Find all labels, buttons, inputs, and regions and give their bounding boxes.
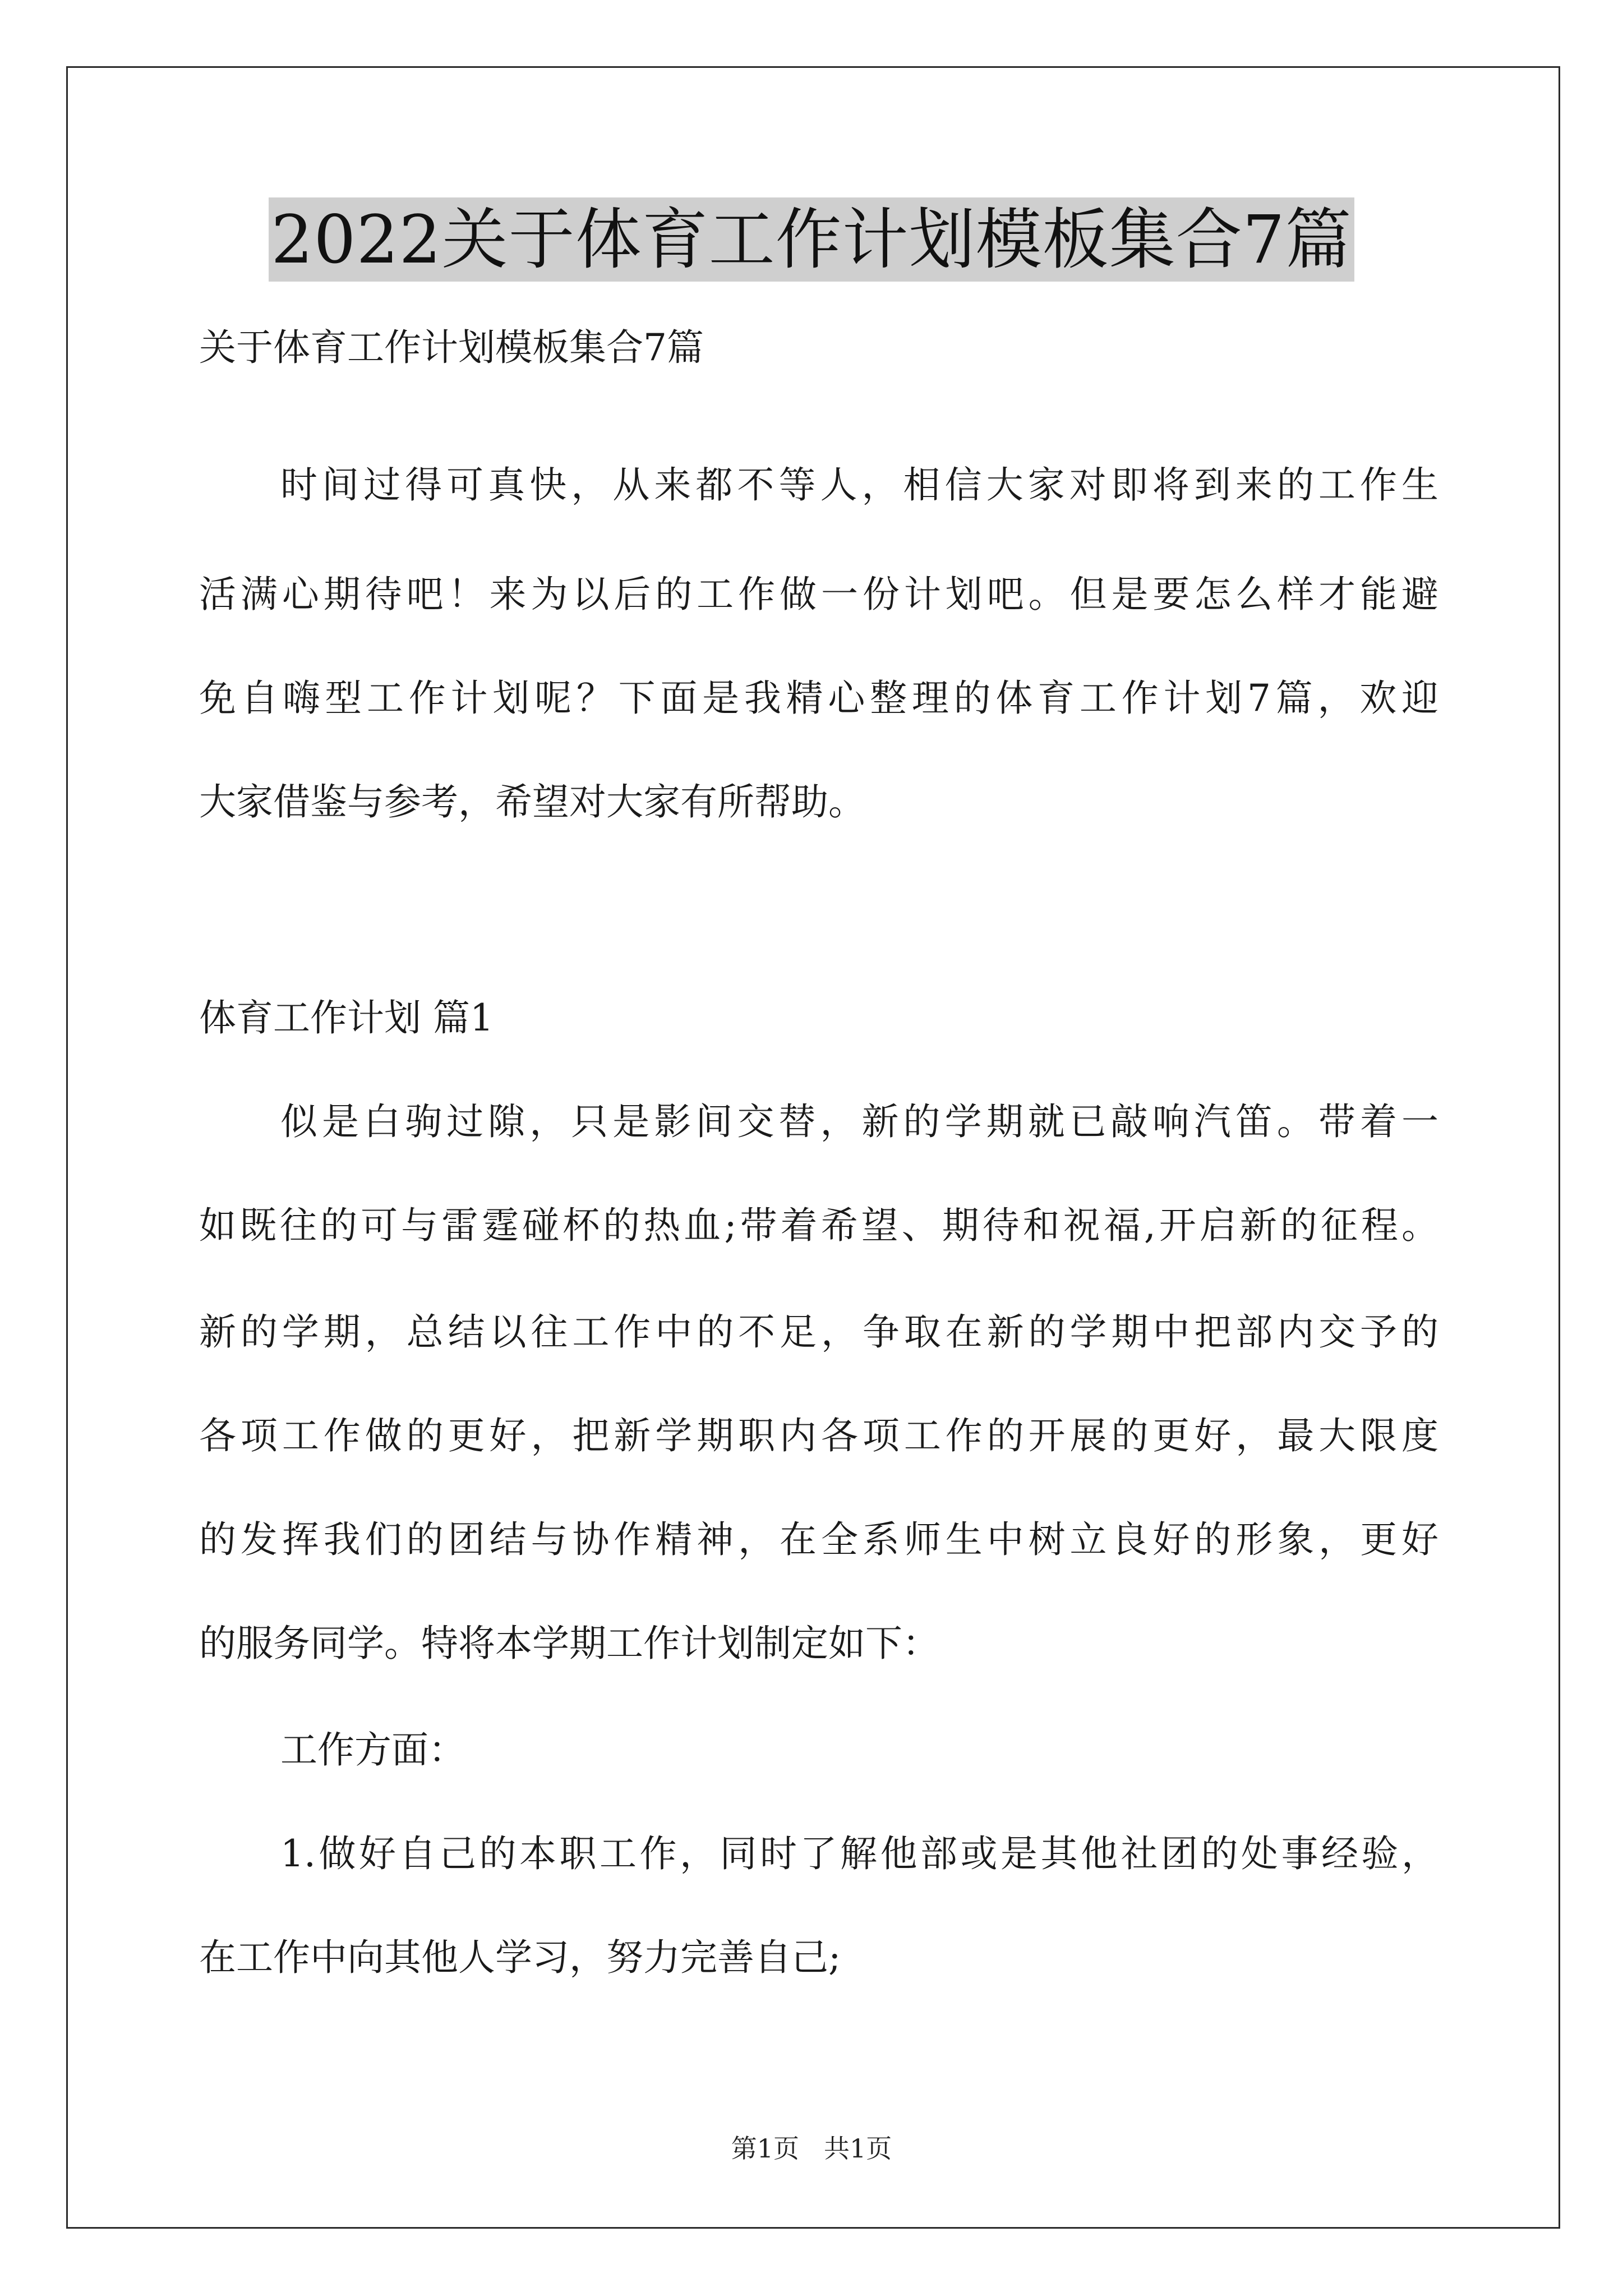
item-1-line-1: 1.做好自己的本职工作，同时了解他部或是其他社团的处事经验， bbox=[280, 1832, 1438, 1875]
section-line-6: 的服务同学。特将本学期工作计划制定如下： bbox=[199, 1622, 939, 1665]
document-title: 2022关于体育工作计划模板集合7篇 bbox=[269, 197, 1354, 282]
section-line-5: 的发挥我们的团结与协作精神，在全系师生中树立良好的形象，更好 bbox=[199, 1518, 1438, 1561]
intro-line-3: 免自嗨型工作计划呢？下面是我精心整理的体育工作计划7篇，欢迎 bbox=[199, 677, 1438, 720]
intro-line-4: 大家借鉴与参考，希望对大家有所帮助。 bbox=[199, 780, 865, 823]
document-subtitle: 关于体育工作计划模板集合7篇 bbox=[199, 326, 704, 369]
page-footer bbox=[0, 2132, 1623, 2165]
title-container bbox=[0, 197, 1623, 282]
section-heading: 体育工作计划 篇1 bbox=[199, 996, 494, 1039]
section-line-1: 似是白驹过隙，只是影间交替，新的学期就已敲响汽笛。带着一 bbox=[280, 1100, 1438, 1143]
page-number-current: 第1页 bbox=[731, 2133, 799, 2164]
work-heading: 工作方面： bbox=[280, 1728, 465, 1772]
item-1-line-2: 在工作中向其他人学习，努力完善自己; bbox=[199, 1936, 841, 1979]
intro-line-1: 时间过得可真快，从来都不等人，相信大家对即将到来的工作生 bbox=[280, 463, 1438, 507]
page-number-total: 共1页 bbox=[824, 2133, 892, 2164]
section-line-3: 新的学期，总结以往工作中的不足，争取在新的学期中把部内交予的 bbox=[199, 1310, 1438, 1354]
intro-line-2: 活满心期待吧！来为以后的工作做一份计划吧。但是要怎么样才能避 bbox=[199, 573, 1438, 616]
section-line-2: 如既往的可与雷霆碰杯的热血;带着希望、期待和祝福,开启新的征程。 bbox=[199, 1204, 1438, 1247]
section-line-4: 各项工作做的更好，把新学期职内各项工作的开展的更好，最大限度 bbox=[199, 1414, 1438, 1457]
